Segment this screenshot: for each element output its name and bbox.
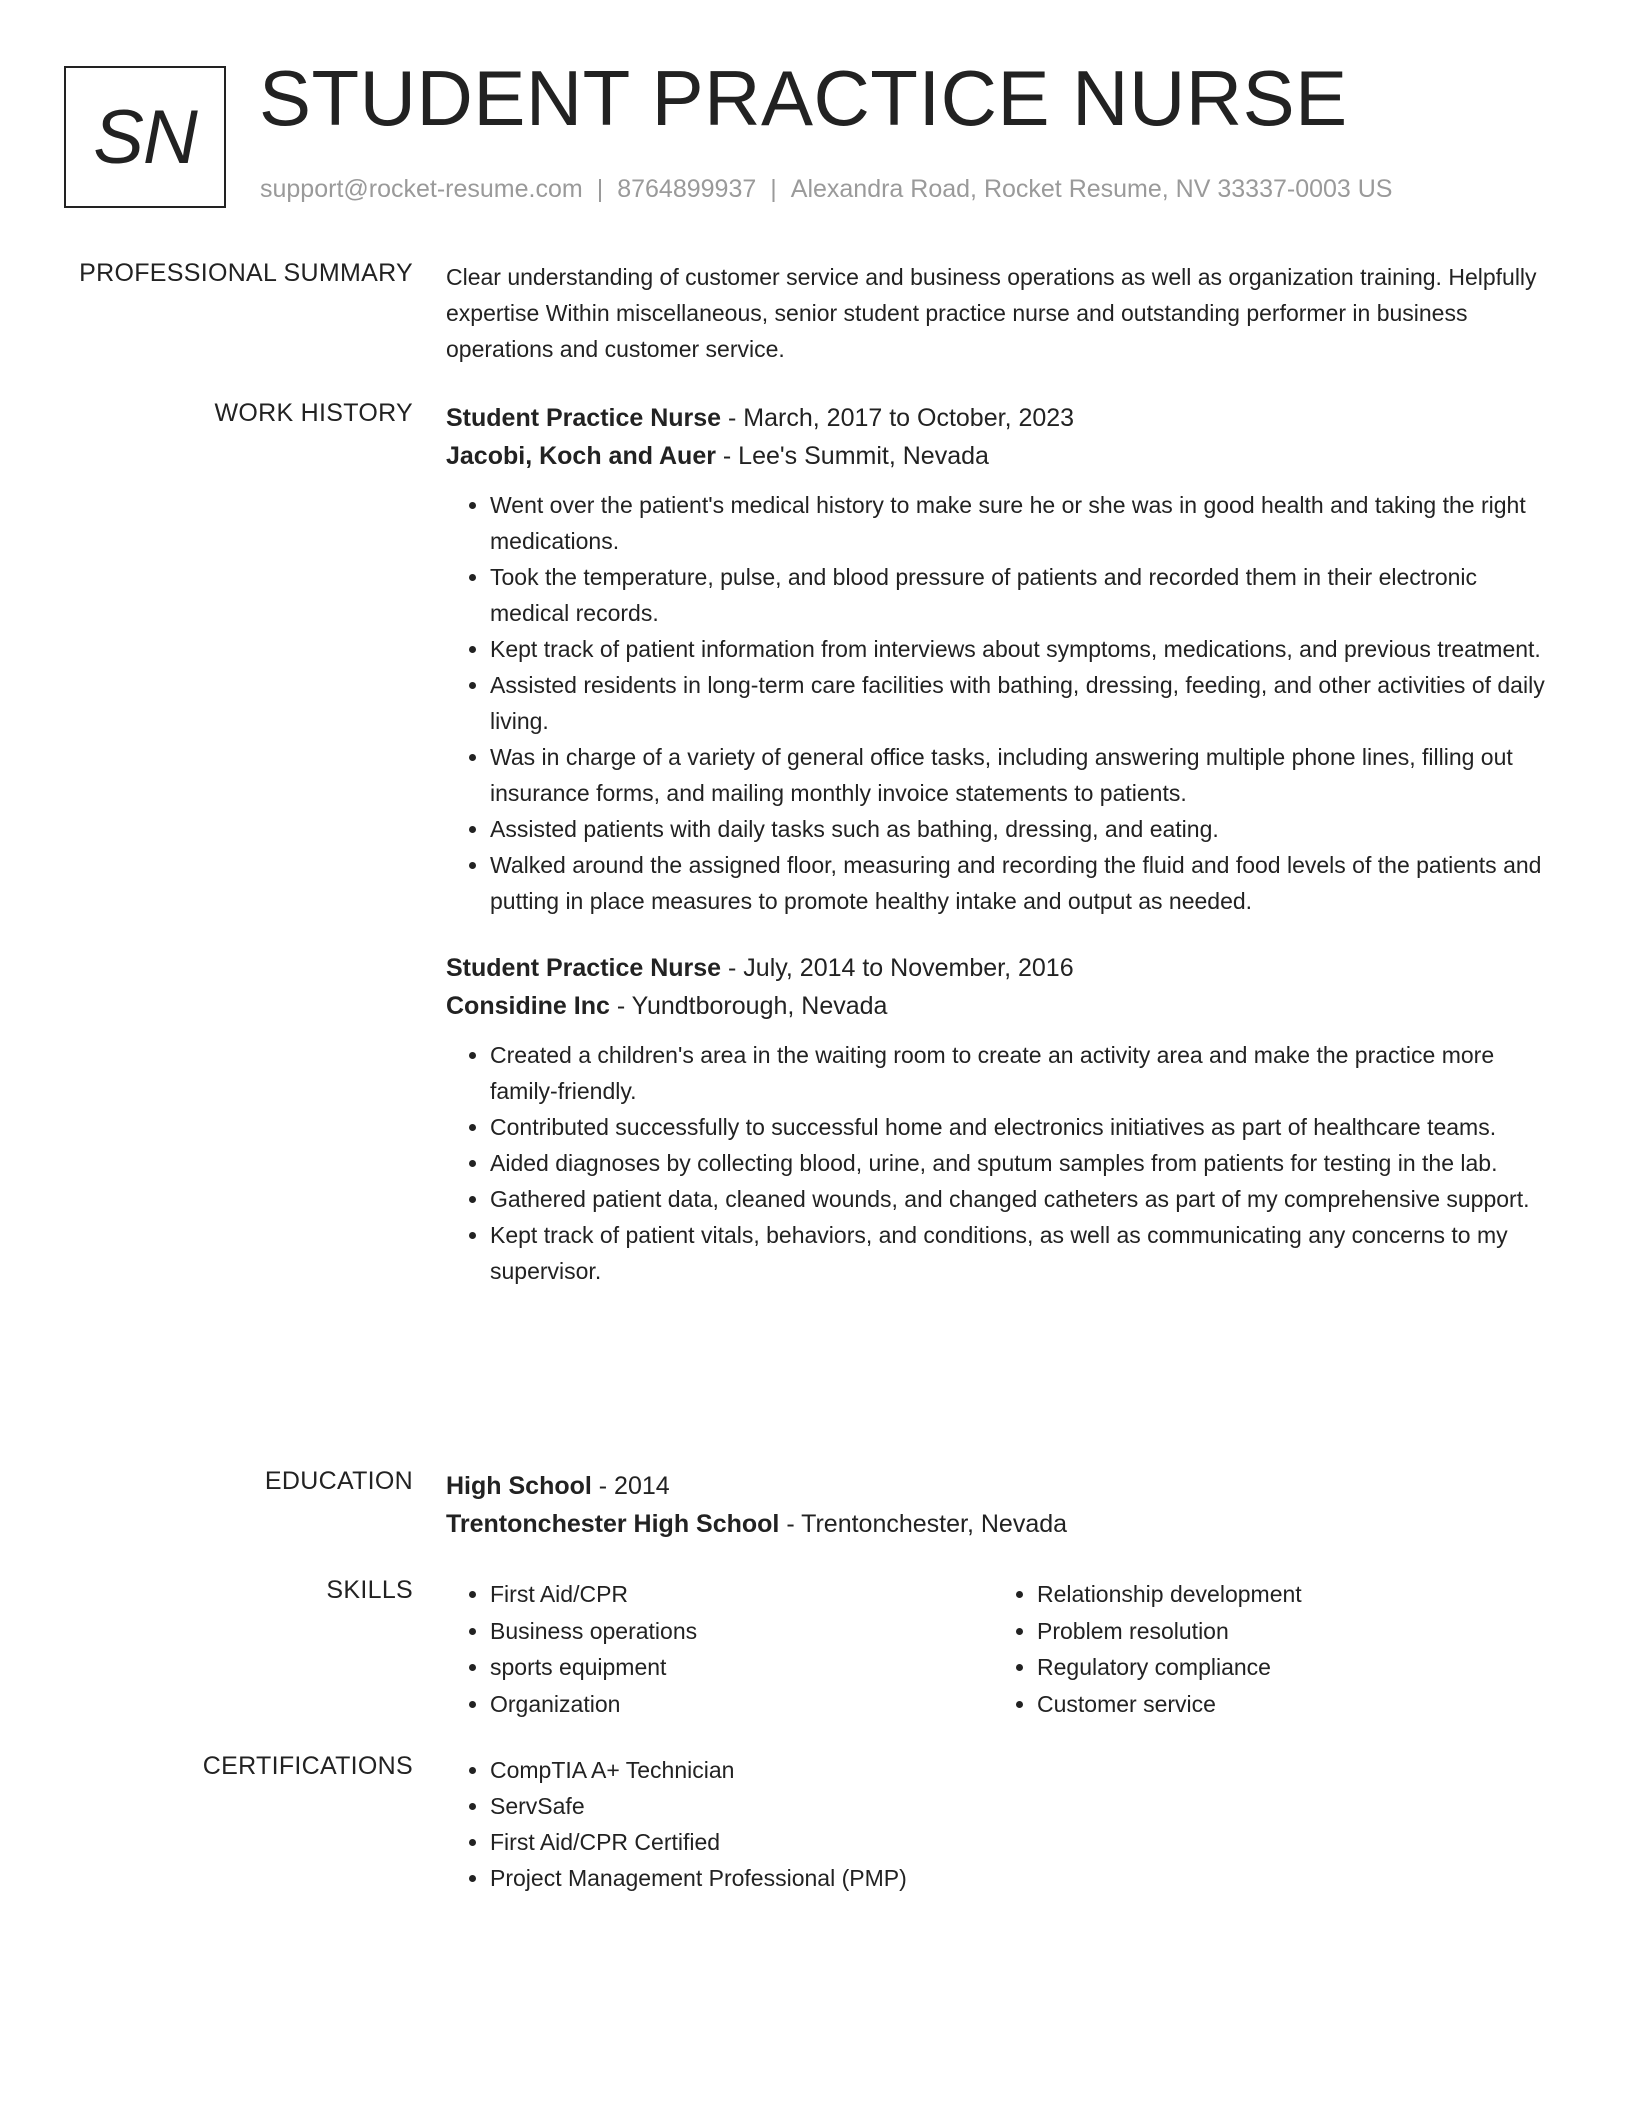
job-bullet-list <box>446 1037 1561 1289</box>
list-item: • Walked around the assigned floor, measuring and recording the fluid and food levels of the patients and putting in place measures to promote healthy intake and output as needed. <box>490 847 1561 919</box>
job-title-line <box>446 949 1561 987</box>
section-heading: WORK HISTORY <box>214 399 413 427</box>
contact-phone[interactable]: 8764899937 <box>617 175 757 203</box>
education-degree: High School <box>446 1472 592 1500</box>
certifications-list <box>446 1752 1561 1896</box>
certification-item: • ServSafe <box>490 1788 1561 1824</box>
skills-grid <box>446 1576 1561 1722</box>
summary-text: Clear understanding of customer service and business operations as well as organization training. Helpfully expertise Within miscellaneous, senior student practice nurse and outstanding performer in business operations and customer service. <box>446 264 1537 362</box>
list-item: • Was in charge of a variety of general office tasks, including answering multiple phone lines, filling out insurance forms, and mailing monthly invoice statements to patients. <box>490 739 1561 811</box>
education-school: Trentonchester High School <box>446 1510 780 1538</box>
list-item: • Assisted patients with daily tasks such as bathing, dressing, and eating. <box>490 811 1561 847</box>
list-item: • Gathered patient data, cleaned wounds, and changed catheters as part of my comprehensive support. <box>490 1181 1561 1217</box>
list-item: • Kept track of patient vitals, behaviors, and conditions, as well as communicating any concerns to my supervisor. <box>490 1217 1561 1289</box>
skill-item: • First Aid/CPR <box>490 1576 993 1613</box>
monogram-initials: SN <box>93 94 197 180</box>
certification-item: • Project Management Professional (PMP) <box>490 1860 1561 1896</box>
job-entry <box>446 949 1561 1289</box>
list-item: • Went over the patient's medical history to make sure he or she was in good health and taking the right medications. <box>490 487 1561 559</box>
list-item: • Contributed successfully to successful home and electronics initiatives as part of healthcare teams. <box>490 1109 1561 1145</box>
skill-item: • sports equipment <box>490 1649 993 1686</box>
job-location: - Lee's Summit, Nevada <box>715 442 989 470</box>
section-heading: EDUCATION <box>264 1467 413 1495</box>
job-title: Student Practice Nurse <box>446 404 722 432</box>
education-body <box>446 1467 1561 1543</box>
skill-item: • Customer service <box>1037 1686 1540 1723</box>
job-company: Jacobi, Koch and Auer <box>446 442 716 470</box>
job-entry <box>446 399 1561 919</box>
job-company-line <box>446 987 1561 1025</box>
monogram-box <box>64 66 226 208</box>
list-item: • Kept track of patient information from interviews about symptoms, medications, and previous treatment. <box>490 631 1561 667</box>
contact-line <box>260 175 1393 204</box>
certifications-body <box>446 1752 1561 1896</box>
education-year: - 2014 <box>591 1472 670 1500</box>
certification-item: • CompTIA A+ Technician <box>490 1752 1561 1788</box>
contact-separator: | <box>770 175 777 203</box>
list-item: • Created a children's area in the waiting room to create an activity area and make the practice more family-friendly. <box>490 1037 1561 1109</box>
job-company: Considine Inc <box>446 992 610 1020</box>
job-dates: - March, 2017 to October, 2023 <box>721 404 1075 432</box>
job-company-line <box>446 437 1561 475</box>
education-school-line <box>446 1505 1561 1543</box>
list-item: • Took the temperature, pulse, and blood pressure of patients and recorded them in their electronic medical records. <box>490 559 1561 631</box>
job-bullet-list <box>446 487 1561 919</box>
section-heading: CERTIFICATIONS <box>202 1752 413 1780</box>
section-heading: SKILLS <box>326 1576 413 1604</box>
education-location: - Trentonchester, Nevada <box>779 1510 1068 1538</box>
skills-column-right <box>993 1576 1540 1722</box>
work-history-body <box>446 399 1561 1289</box>
skill-item: • Regulatory compliance <box>1037 1649 1540 1686</box>
contact-address: Alexandra Road, Rocket Resume, NV 33337-0003 US <box>790 175 1393 203</box>
job-title-line <box>446 399 1561 437</box>
certification-item: • First Aid/CPR Certified <box>490 1824 1561 1860</box>
summary-body <box>446 259 1561 367</box>
job-title: Student Practice Nurse <box>446 954 722 982</box>
contact-email[interactable]: support@rocket-resume.com <box>260 175 583 203</box>
skill-item: • Organization <box>490 1686 993 1723</box>
education-degree-line <box>446 1467 1561 1505</box>
skill-item: • Business operations <box>490 1613 993 1650</box>
list-item: • Aided diagnoses by collecting blood, urine, and sputum samples from patients for testing in the lab. <box>490 1145 1561 1181</box>
list-item: • Assisted residents in long-term care facilities with bathing, dressing, feeding, and other activities of daily living. <box>490 667 1561 739</box>
job-location: - Yundtborough, Nevada <box>609 992 888 1020</box>
contact-separator: | <box>596 175 604 203</box>
skills-body <box>446 1576 1561 1722</box>
skills-column-left <box>446 1576 993 1722</box>
skill-item: • Relationship development <box>1037 1576 1540 1613</box>
skill-item: • Problem resolution <box>1037 1613 1540 1650</box>
section-heading: PROFESSIONAL SUMMARY <box>79 259 413 287</box>
candidate-name: STUDENT PRACTICE NURSE <box>259 54 1348 142</box>
job-dates: - July, 2014 to November, 2016 <box>721 954 1074 982</box>
